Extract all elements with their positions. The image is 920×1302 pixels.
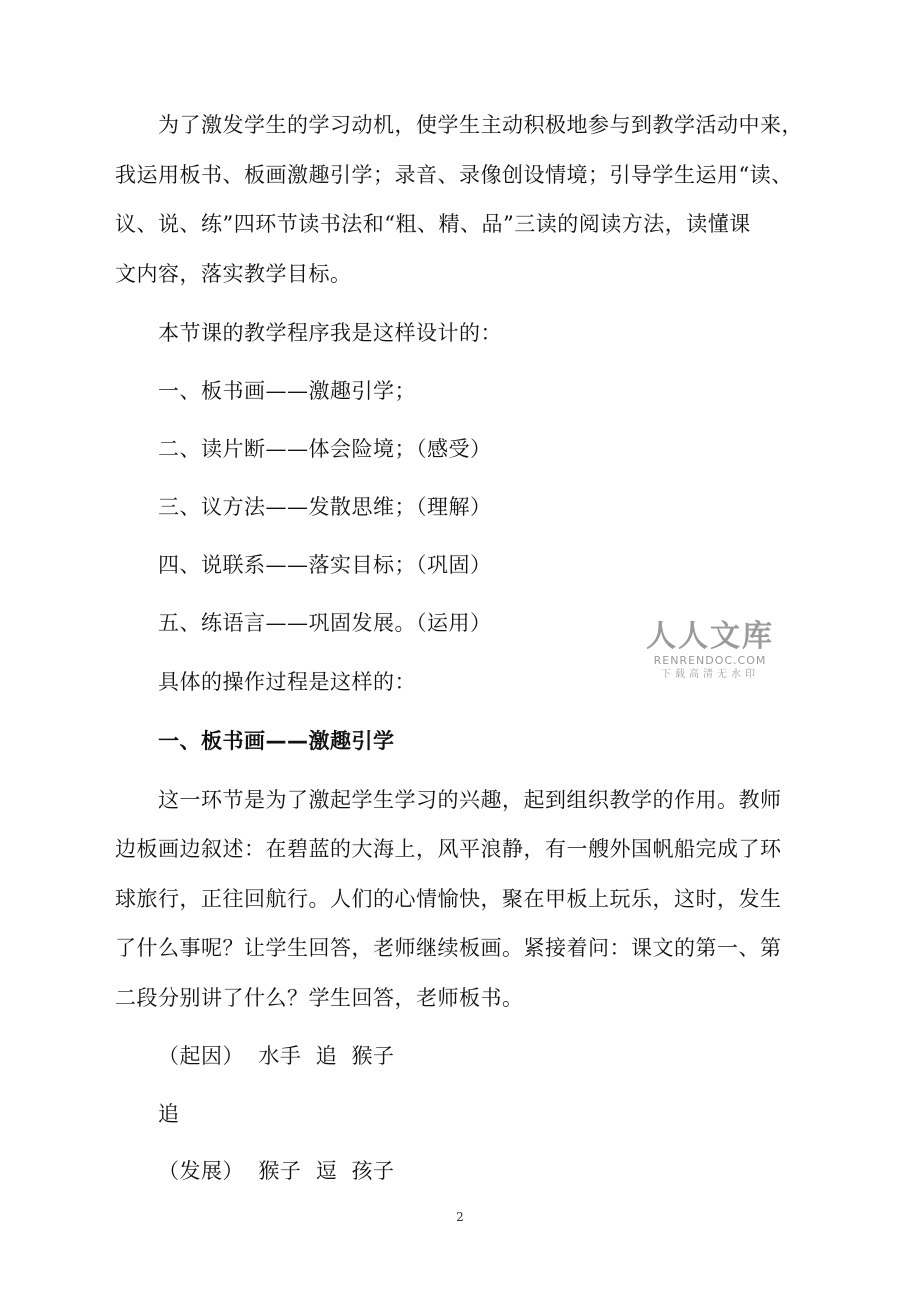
step-1: 一、板书画——激趣引学； [158, 379, 416, 403]
step-3: 三、议方法——发散思维；（理解） [158, 495, 492, 519]
watermark-tagline: 下载高清无水印 [661, 669, 759, 680]
board-line-chase: 追 [158, 1102, 180, 1126]
watermark-title: 人人文库 [646, 619, 774, 654]
paragraph2-line-5: 二段分别讲了什么？学生回答，老师板书。 [115, 986, 524, 1010]
watermark-domain: RENRENDOC.COM [653, 654, 767, 667]
paragraph1-line-1: 为了激发学生的学习动机，使学生主动积极地参与到教学活动中来， [158, 113, 803, 137]
paragraph2-line-3: 球旅行，正往回航行。人们的心情愉快，聚在甲板上玩乐，这时，发生 [115, 887, 782, 911]
page-number: 2 [456, 1210, 464, 1224]
paragraph2-line-4: 了什么事呢？让学生回答，老师继续板画。紧接着问：课文的第一、第 [115, 936, 782, 960]
paragraph1-line-4: 文内容，落实教学目标。 [115, 262, 352, 286]
section1-heading: 一、板书画——激趣引学 [158, 729, 395, 753]
procedure-intro: 本节课的教学程序我是这样设计的： [158, 321, 502, 345]
step-2: 二、读片断——体会险境；（感受） [158, 437, 492, 461]
step-4: 四、说联系——落实目标；（巩固） [158, 553, 492, 577]
step-5: 五、练语言——巩固发展。（运用） [158, 611, 492, 635]
paragraph1-line-2: 我运用板书、板画激趣引学；录音、录像创设情境；引导学生运用“读、 [115, 163, 793, 187]
board-line-cause: （起因） 水手 追 猴子 [158, 1044, 395, 1068]
paragraph2-line-1: 这一环节是为了激起学生学习的兴趣，起到组织教学的作用。教师 [158, 788, 782, 812]
board-line-development: （发展） 猴子 逗 孩子 [158, 1159, 395, 1183]
paragraph2-line-2: 边板画边叙述：在碧蓝的大海上，风平浪静，有一艘外国帆船完成了环 [115, 837, 782, 861]
operation-intro: 具体的操作过程是这样的： [158, 670, 416, 694]
paragraph1-line-3: 议、说、练”四环节读书法和“粗、精、品”三读的阅读方法，读懂课 [115, 212, 751, 236]
watermark-logo [645, 620, 775, 682]
